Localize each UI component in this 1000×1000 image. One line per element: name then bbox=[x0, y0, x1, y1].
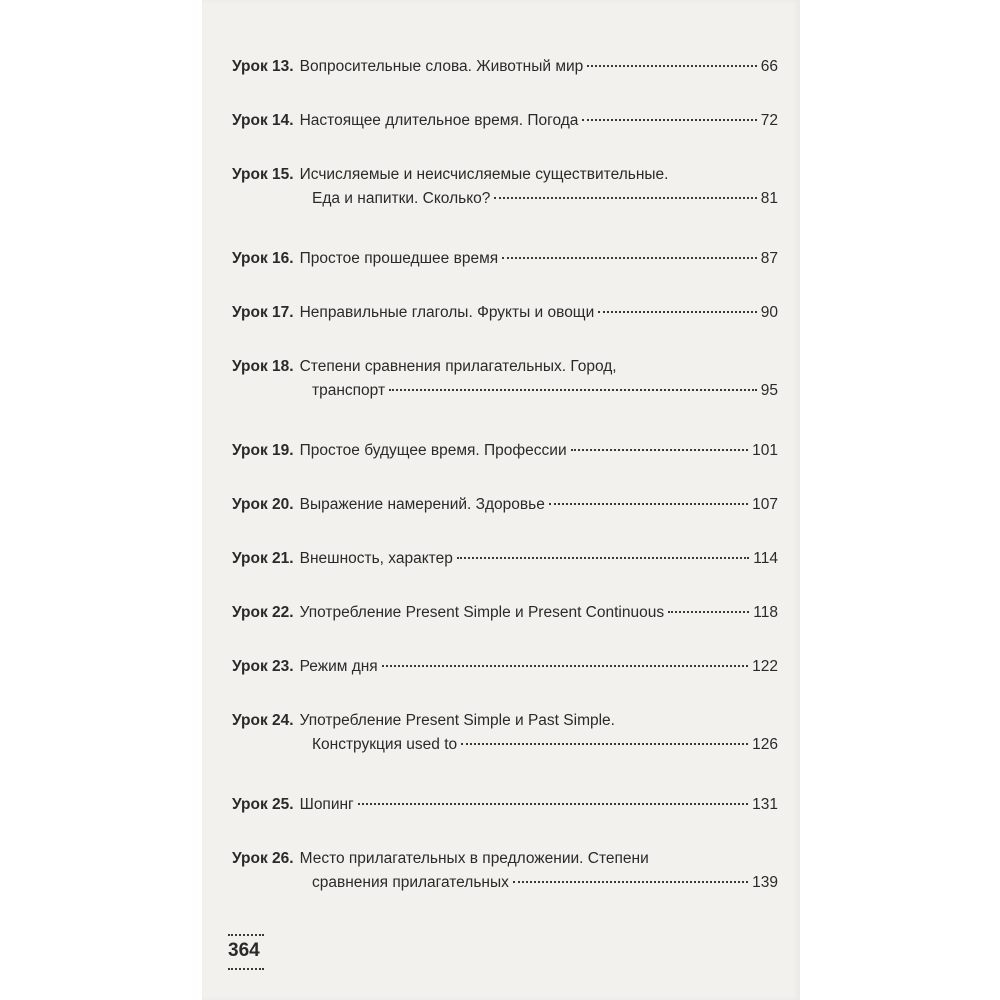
toc-entry-line bbox=[232, 601, 778, 625]
lesson-title: Степени сравнения прилагательных. Город, bbox=[299, 358, 617, 375]
lesson-number: Урок 22. bbox=[232, 604, 294, 621]
lesson-title: Режим дня bbox=[299, 658, 378, 675]
lesson-title: сравнения прилагательных bbox=[312, 874, 509, 891]
page-reference: 81 bbox=[760, 190, 778, 207]
lesson-number: Урок 19. bbox=[232, 442, 294, 459]
lesson-title: Конструкция used to bbox=[312, 736, 458, 753]
dot-leader bbox=[494, 196, 756, 199]
toc-entry-line bbox=[232, 847, 778, 871]
dot-leader bbox=[513, 880, 748, 883]
toc-entry-continuation bbox=[232, 187, 778, 211]
dot-leader bbox=[358, 802, 748, 805]
toc-entry-line bbox=[232, 301, 778, 325]
lesson-title: Настоящее длительное время. Погода bbox=[299, 112, 579, 129]
lesson-number: Урок 24. bbox=[232, 712, 294, 729]
page-reference: 72 bbox=[760, 112, 778, 129]
page-reference: 87 bbox=[760, 250, 778, 267]
toc-entry-continuation bbox=[232, 379, 778, 403]
lesson-number: Урок 25. bbox=[232, 796, 294, 813]
lesson-title: Выражение намерений. Здоровье bbox=[299, 496, 545, 513]
dot-leader bbox=[457, 556, 749, 559]
dot-leader bbox=[571, 448, 749, 451]
lesson-title: Вопросительные слова. Животный мир bbox=[299, 58, 584, 75]
dot-leader bbox=[502, 256, 757, 259]
dot-leader bbox=[461, 742, 748, 745]
dot-leader bbox=[668, 610, 749, 613]
lesson-title: Место прилагательных в предложении. Степени bbox=[299, 850, 649, 867]
lesson-number: Урок 21. bbox=[232, 550, 294, 567]
page-reference: 122 bbox=[752, 658, 778, 675]
toc-entry-line bbox=[232, 109, 778, 133]
page-reference: 126 bbox=[752, 736, 778, 753]
toc-entry bbox=[232, 163, 778, 211]
lesson-title: Шопинг bbox=[299, 796, 354, 813]
dot-leader bbox=[587, 64, 756, 67]
toc-entry bbox=[232, 55, 778, 79]
lesson-title: Неправильные глаголы. Фрукты и овощи bbox=[299, 304, 595, 321]
lesson-title: Простое прошедшее время bbox=[299, 250, 499, 267]
page-number: 364 bbox=[228, 940, 260, 961]
folio-bottom-rule bbox=[228, 968, 264, 970]
lesson-title: Исчисляемые и неисчисляемые существительные. bbox=[299, 166, 669, 183]
lesson-number: Урок 14. bbox=[232, 112, 294, 129]
toc-entry bbox=[232, 655, 778, 679]
toc-entry bbox=[232, 247, 778, 271]
lesson-title: Простое будущее время. Профессии bbox=[299, 442, 567, 459]
lesson-title: Употребление Present Simple и Present Continuous bbox=[299, 604, 665, 621]
toc-entry bbox=[232, 109, 778, 133]
toc-entry-line bbox=[232, 793, 778, 817]
dot-leader bbox=[598, 310, 757, 313]
toc-entry bbox=[232, 847, 778, 895]
folio-top-rule bbox=[228, 934, 264, 936]
dot-leader bbox=[389, 388, 757, 391]
toc-entry bbox=[232, 793, 778, 817]
toc-entry bbox=[232, 601, 778, 625]
lesson-number: Урок 20. bbox=[232, 496, 294, 513]
page-reference: 95 bbox=[760, 382, 778, 399]
dot-leader bbox=[549, 502, 748, 505]
lesson-title: Употребление Present Simple и Past Simple. bbox=[299, 712, 615, 729]
toc-entry-line bbox=[232, 655, 778, 679]
toc-entry-line bbox=[232, 709, 778, 733]
lesson-title: Еда и напитки. Сколько? bbox=[312, 190, 491, 207]
toc-entry-line bbox=[232, 163, 778, 187]
toc-entry bbox=[232, 439, 778, 463]
lesson-number: Урок 26. bbox=[232, 850, 294, 867]
toc-entry bbox=[232, 301, 778, 325]
toc-entry-line bbox=[232, 493, 778, 517]
toc-entry-line bbox=[232, 55, 778, 79]
toc-entry-continuation bbox=[232, 871, 778, 895]
toc-entry-line bbox=[232, 247, 778, 271]
page-reference: 139 bbox=[752, 874, 778, 891]
page-reference: 66 bbox=[760, 58, 778, 75]
page-reference: 90 bbox=[760, 304, 778, 321]
toc-entry bbox=[232, 355, 778, 403]
page-reference: 101 bbox=[752, 442, 778, 459]
page-reference: 107 bbox=[752, 496, 778, 513]
lesson-title: Внешность, характер bbox=[299, 550, 453, 567]
lesson-number: Урок 17. bbox=[232, 304, 294, 321]
toc-entry bbox=[232, 709, 778, 757]
lesson-number: Урок 18. bbox=[232, 358, 294, 375]
page-reference: 131 bbox=[752, 796, 778, 813]
toc-entry bbox=[232, 547, 778, 571]
lesson-number: Урок 23. bbox=[232, 658, 294, 675]
toc-entry bbox=[232, 493, 778, 517]
lesson-number: Урок 15. bbox=[232, 166, 294, 183]
toc-entry-continuation bbox=[232, 733, 778, 757]
lesson-number: Урок 13. bbox=[232, 58, 294, 75]
toc-entry-line bbox=[232, 439, 778, 463]
dot-leader bbox=[382, 664, 748, 667]
dot-leader bbox=[582, 118, 756, 121]
lesson-title: транспорт bbox=[312, 382, 386, 399]
page-reference: 114 bbox=[753, 550, 778, 567]
page-reference: 118 bbox=[753, 604, 778, 621]
toc-entry-line bbox=[232, 547, 778, 571]
toc-entry-line bbox=[232, 355, 778, 379]
lesson-number: Урок 16. bbox=[232, 250, 294, 267]
